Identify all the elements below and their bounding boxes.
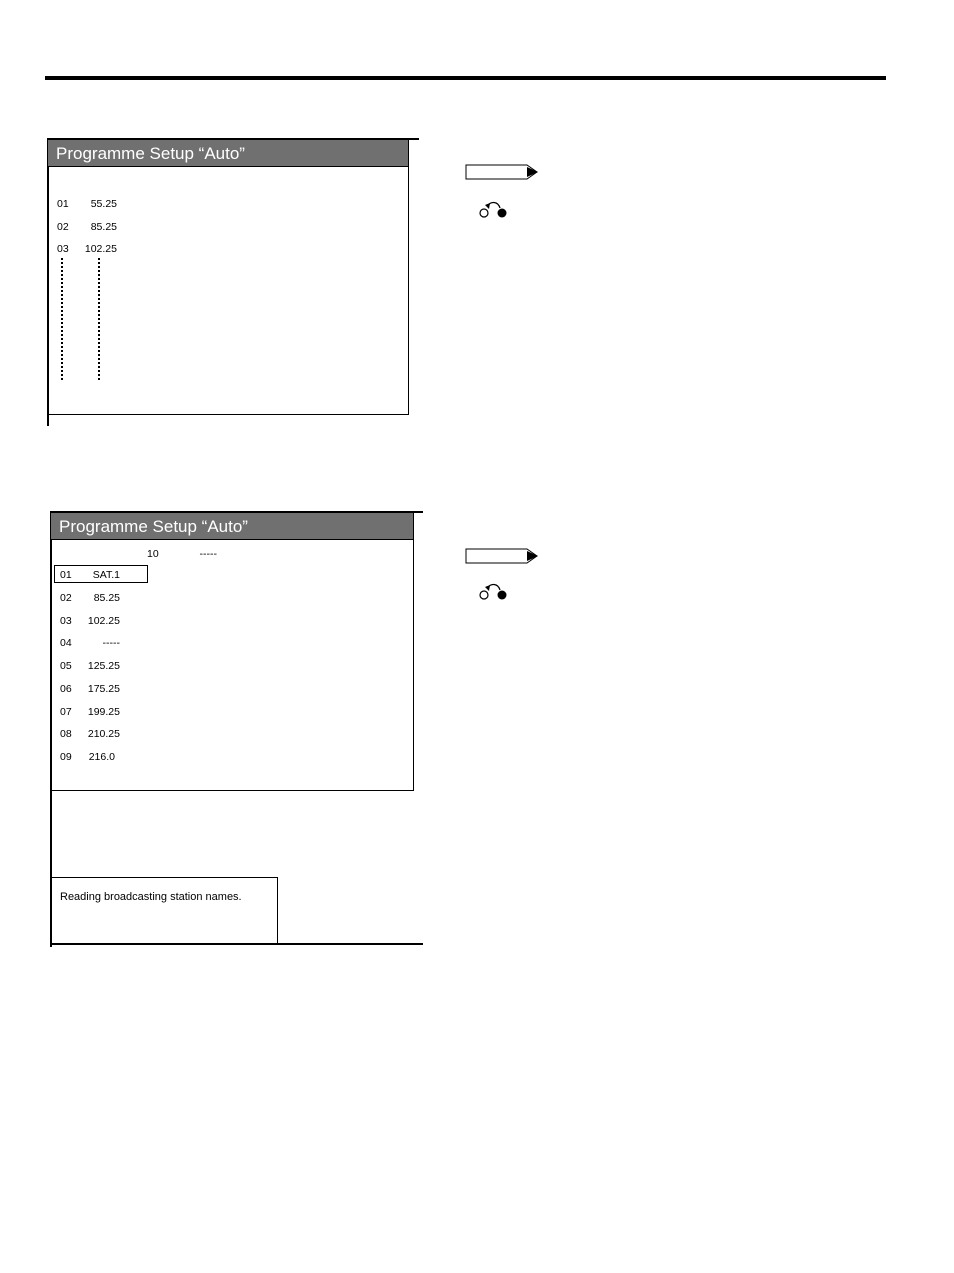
programme-number: 09 xyxy=(60,751,72,763)
programme-number: 07 xyxy=(60,706,72,718)
arrow-button-icon xyxy=(465,164,539,180)
programme-number: 02 xyxy=(57,221,69,233)
programme-frequency: 216.0 xyxy=(88,751,115,763)
list-item xyxy=(60,727,120,741)
list-item xyxy=(60,636,120,650)
page-top-rule xyxy=(45,76,886,80)
list-item xyxy=(60,659,120,673)
list-item xyxy=(60,568,120,582)
list-item xyxy=(60,614,120,628)
programme-number: 06 xyxy=(60,683,72,695)
programme-name: SAT.1 xyxy=(92,569,120,581)
programme-frequency: 199.25 xyxy=(87,706,120,718)
programme-frequency: 85.25 xyxy=(93,592,120,604)
scan-status-row xyxy=(147,547,217,561)
programme-number: 08 xyxy=(60,728,72,740)
screen2-panel xyxy=(51,513,414,791)
arrow-button-icon xyxy=(465,548,539,564)
list-item xyxy=(60,591,120,605)
programme-frequency: 55.25 xyxy=(90,198,117,210)
screen-programme-setup-1 xyxy=(47,138,419,426)
status-message: Reading broadcasting station names. xyxy=(60,891,242,903)
status-message-box xyxy=(51,877,278,945)
programme-number: 05 xyxy=(60,660,72,672)
programme-number: 03 xyxy=(60,615,72,627)
list-item xyxy=(57,197,117,211)
programme-number: 03 xyxy=(57,243,69,255)
programme-frequency: 102.25 xyxy=(84,243,117,255)
list-item xyxy=(60,682,120,696)
programme-frequency: 102.25 xyxy=(87,615,120,627)
return-icon xyxy=(478,200,508,222)
programme-frequency: 85.25 xyxy=(90,221,117,233)
scan-programme-number: 10 xyxy=(147,548,159,560)
screen1-panel xyxy=(48,140,409,415)
list-item xyxy=(57,220,117,234)
programme-frequency: ----- xyxy=(102,637,120,649)
programme-frequency: 175.25 xyxy=(87,683,120,695)
programme-frequency: 125.25 xyxy=(87,660,120,672)
return-icon xyxy=(478,582,508,604)
screen2-bottom-line xyxy=(50,943,423,945)
list-item xyxy=(60,705,120,719)
programme-frequency: 210.25 xyxy=(87,728,120,740)
programme-number: 01 xyxy=(57,198,69,210)
programme-number: 04 xyxy=(60,637,72,649)
list-item xyxy=(60,750,115,764)
programme-number: 01 xyxy=(60,569,72,581)
scan-programme-value: ----- xyxy=(199,548,217,560)
list-item xyxy=(57,242,117,256)
screen1-title: Programme Setup “Auto” xyxy=(48,140,408,167)
continuation-dots-frequency xyxy=(98,258,100,380)
screen2-title: Programme Setup “Auto” xyxy=(51,513,413,540)
continuation-dots-number xyxy=(61,258,63,380)
screen-programme-setup-2 xyxy=(50,511,423,947)
programme-number: 02 xyxy=(60,592,72,604)
